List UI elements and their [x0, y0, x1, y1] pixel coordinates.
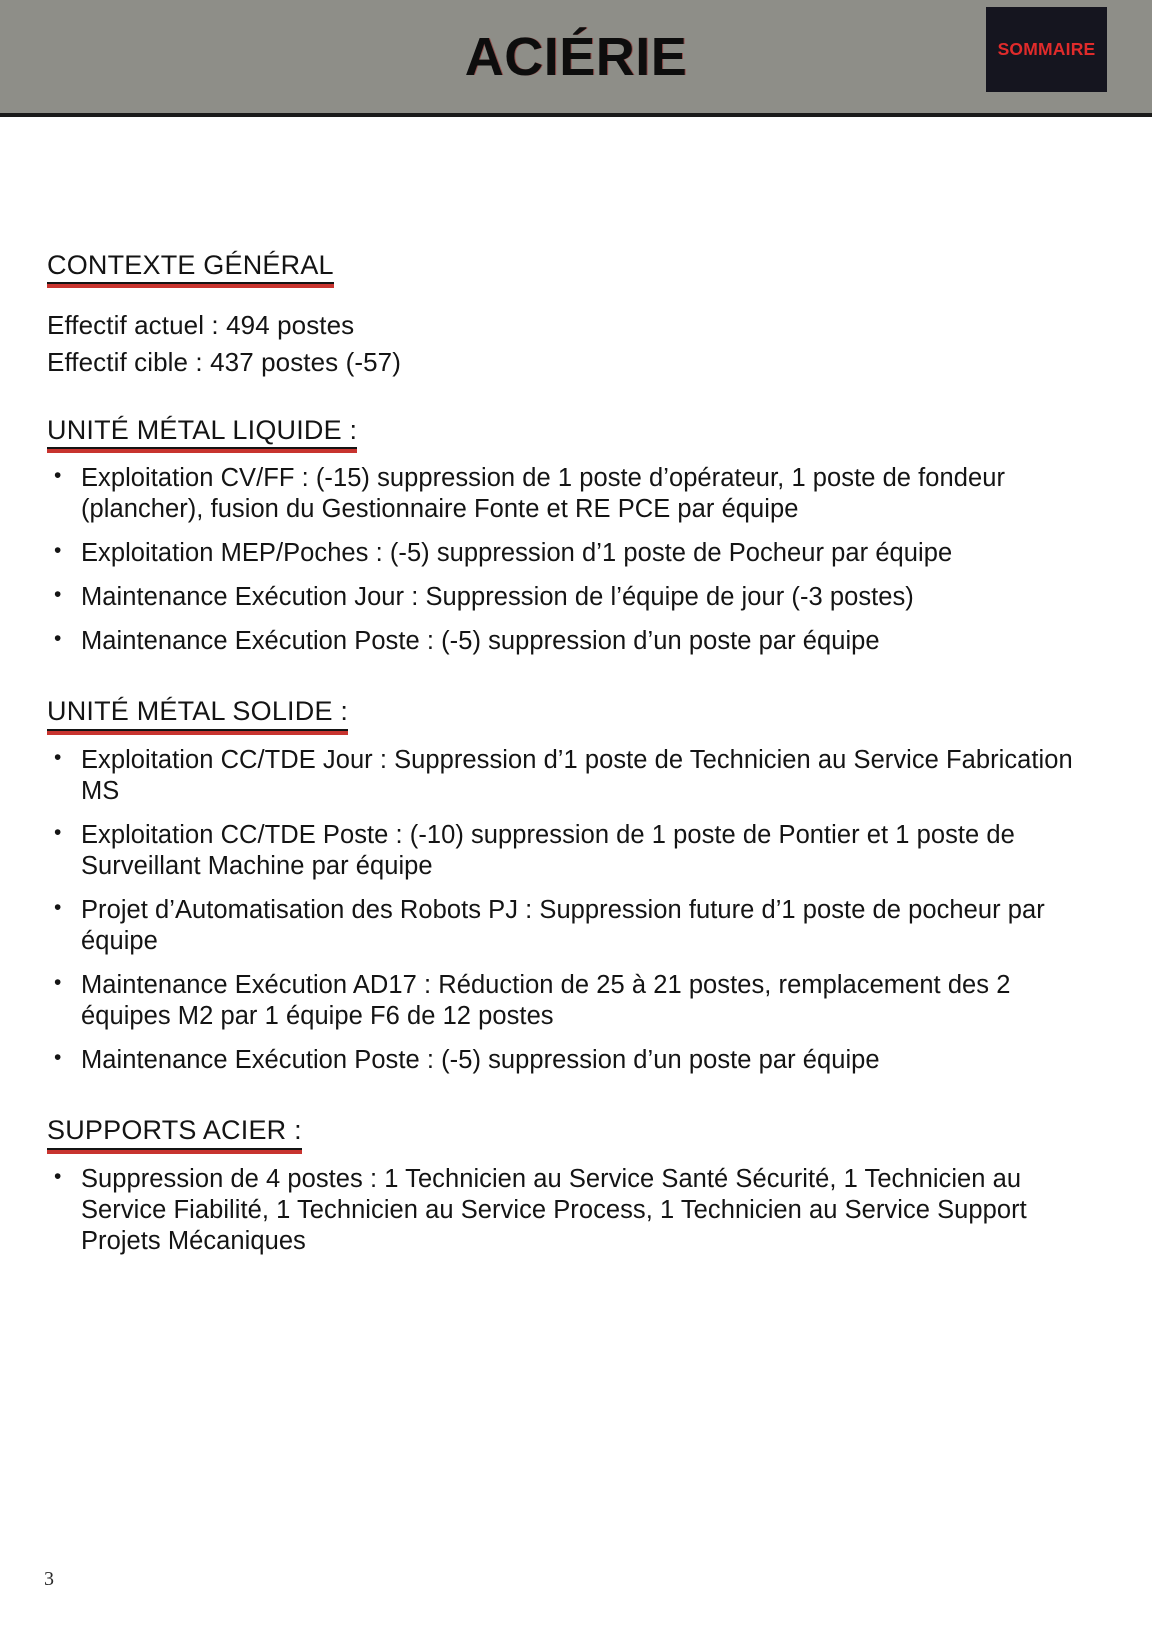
spacer [47, 1089, 1077, 1115]
list-item: • Exploitation CC/TDE Jour : Suppression d’1 poste de Technicien au Service Fabrication MS [47, 745, 1077, 807]
list-item: • Maintenance Exécution AD17 : Réduction de 25 à 21 postes, remplacement des 2 équipes M2 par 1 équipe F6 de 12 postes [47, 970, 1077, 1032]
bullet-list-unite-metal-solide [47, 745, 1077, 1077]
list-item: • Exploitation MEP/Poches : (-5) suppression d’1 poste de Pocheur par équipe [47, 538, 1077, 569]
list-item: • Exploitation CC/TDE Poste : (-10) suppression de 1 poste de Pontier et 1 poste de Surveillant Machine par équipe [47, 820, 1077, 882]
list-item: • Projet d’Automatisation des Robots PJ : Suppression future d’1 poste de pocheur par équipe [47, 895, 1077, 957]
section-heading-contexte-general: CONTEXTE GÉNÉRAL [47, 250, 334, 284]
list-item: • Exploitation CV/FF : (-15) suppression de 1 poste d’opérateur, 1 poste de fondeur (plancher), fusion du Gestionnaire Fonte et RE PCE par équipe [47, 463, 1077, 525]
list-item: • Maintenance Exécution Jour : Suppression de l’équipe de jour (-3 postes) [47, 582, 1077, 613]
section-contexte-general [47, 250, 1077, 381]
bullet-list-supports-acier [47, 1164, 1077, 1257]
section-supports-acier [47, 1115, 1077, 1256]
sommaire-button-label: SOMMAIRE [997, 39, 1096, 59]
contexte-lines [47, 307, 1077, 381]
sommaire-button[interactable] [986, 7, 1107, 92]
section-heading-supports-acier: SUPPORTS ACIER : [47, 1115, 302, 1149]
list-item: • Maintenance Exécution Poste : (-5) suppression d’un poste par équipe [47, 1045, 1077, 1076]
effectif-actuel-line: Effectif actuel : 494 postes [47, 310, 355, 341]
section-heading-unite-metal-solide: UNITÉ MÉTAL SOLIDE : [47, 696, 348, 730]
list-item: • Suppression de 4 postes : 1 Technicien au Service Santé Sécurité, 1 Technicien au Service Fiabilité, 1 Technicien au Service Process, 1 Technicien au Service Support Projets Mécaniques [47, 1164, 1077, 1257]
bullet-list-unite-metal-liquide [47, 463, 1077, 658]
effectif-cible-line: Effectif cible : 437 postes (-57) [47, 346, 401, 377]
section-unite-metal-solide [47, 696, 1077, 1076]
page-title: ACIÉRIE [464, 26, 688, 87]
page-number: 3 [44, 1568, 54, 1590]
section-unite-metal-liquide [47, 415, 1077, 658]
slide-content [47, 250, 1077, 1270]
spacer [47, 670, 1077, 696]
spacer [47, 381, 1077, 415]
section-heading-unite-metal-liquide: UNITÉ MÉTAL LIQUIDE : [47, 415, 357, 449]
list-item: • Maintenance Exécution Poste : (-5) suppression d’un poste par équipe [47, 626, 1077, 657]
